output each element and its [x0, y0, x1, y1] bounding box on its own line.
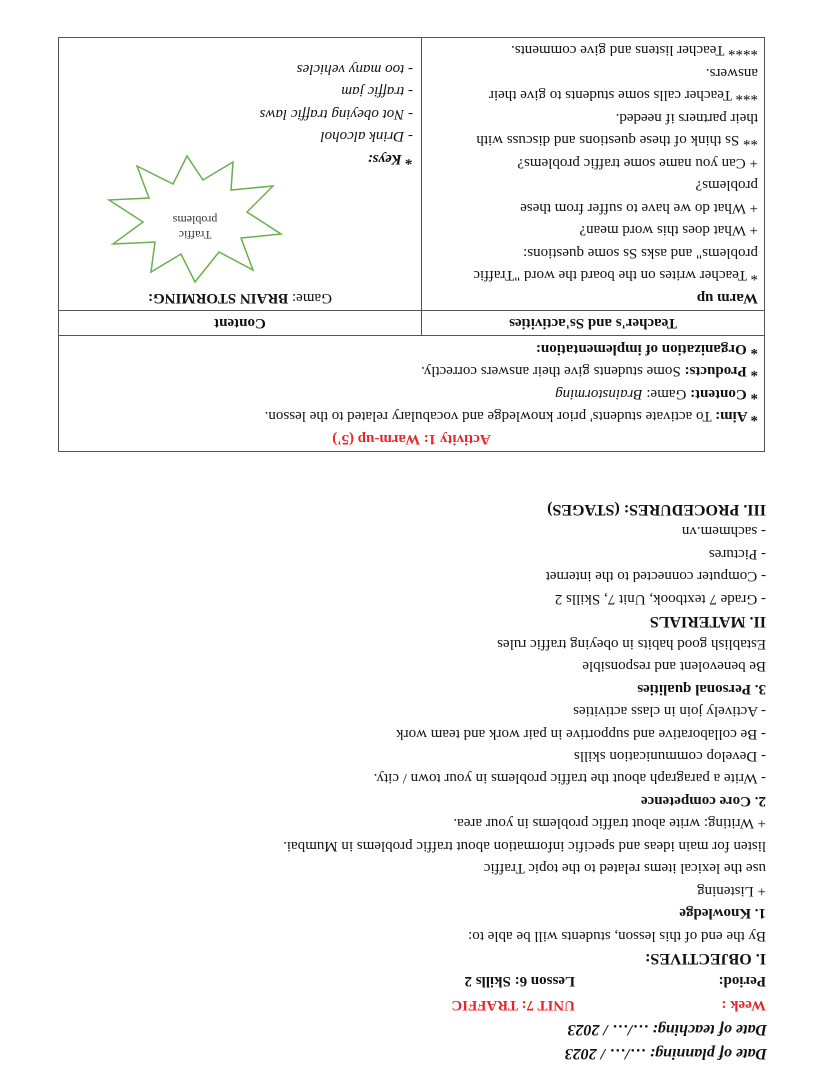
activity-title — [65, 428, 758, 451]
content-text: Game: — [642, 386, 691, 402]
personal-item: Be benevolent and responsible — [582, 658, 766, 674]
materials-item: - Pictures — [708, 546, 766, 562]
teacher-line: + Can you name some traffic problems? — [517, 155, 758, 171]
key-item: - Drink alcohol — [320, 128, 413, 145]
objectives-heading: I. OBJECTIVES: — [645, 950, 766, 967]
teacher-line: **** Teacher listens and give comments. — [511, 42, 758, 59]
starburst-label-line1: Traffic — [178, 228, 212, 243]
teacher-line: * Teacher writes on the board the word "Traffic — [473, 267, 758, 284]
aim-text: To activate students' prior knowledge and vocabulary related to the lesson. — [264, 408, 716, 425]
date-of-planning: Date of planning: …/… / 2023 — [564, 1045, 767, 1062]
teacher-line: answers. — [705, 65, 758, 81]
core-item: - Write a paragraph about the traffic problems in your town / city. — [373, 770, 766, 786]
knowledge-item: use the lexical items related to the topic Traffic — [483, 860, 766, 876]
materials-item: - Grade 7 textbook, Unit 7, Skills 2 — [554, 591, 766, 607]
teacher-line: their partners if needed. — [615, 110, 758, 126]
game-name: BRAIN STORMING: — [148, 290, 289, 306]
key-item: - Not obeying traffic laws — [259, 106, 413, 122]
content-cell — [59, 38, 422, 311]
warmup-label: Warm up — [696, 290, 758, 306]
procedures-heading: III. PROCEDURES: (STAGES) — [547, 501, 766, 518]
aim-line — [65, 405, 758, 428]
game-prefix: Game: — [288, 290, 332, 306]
products-label: * Products: — [684, 363, 758, 380]
objectives-intro: By the end of this lesson, students will be able to: — [468, 928, 766, 944]
core-item: - Actively join in class activities — [573, 703, 766, 719]
teacher-line: problems? — [695, 177, 758, 194]
materials-heading: II. MATERIALS — [649, 613, 766, 630]
key-item: - too many vehicles — [296, 61, 413, 77]
personal-item: Establish good habits in obeying traffic rules — [497, 636, 766, 652]
teacher-line: ** Ss think of these questions and discuss with — [476, 132, 758, 149]
core-competence-heading: 2. Core competence — [640, 793, 766, 809]
starburst-label — [105, 213, 285, 243]
materials-item: - Computer connected to the internet — [545, 568, 766, 584]
products-line — [65, 360, 758, 383]
aim-label: * Aim: — [715, 408, 758, 425]
core-item: - Be collaborative and supportive in pair work and team work — [396, 726, 766, 742]
starburst-label-line2: problems — [172, 213, 218, 228]
content-game-name: Brainstorming — [555, 386, 643, 402]
materials-item: - sachmem.vn — [681, 523, 766, 539]
teacher-line: problems" and asks Ss some questions: — [523, 245, 758, 261]
activity-table — [58, 37, 765, 452]
personal-qualities-heading: 3. Personal qualities — [637, 681, 766, 697]
teacher-line: + What does this word mean? — [579, 222, 758, 239]
activity-title-text: Activity 1: Warm-up (5') — [332, 431, 491, 447]
date-of-teaching: Date of teaching: …/… / 2023 — [567, 1021, 767, 1038]
knowledge-heading: 1. Knowledge — [679, 905, 766, 921]
knowledge-item: + Writing: write about traffic problems in your area. — [453, 815, 766, 831]
teacher-activities-cell — [422, 38, 765, 311]
knowledge-item: + Listening — [697, 883, 766, 899]
keys-label: * Keys: — [367, 151, 413, 167]
lesson-title: Lesson 6: Skills 2 — [464, 973, 575, 989]
keys-list — [260, 58, 413, 171]
teacher-line: + What do we have to suffer from these — [520, 200, 758, 216]
teacher-line: *** Teacher calls some students to give their — [488, 87, 758, 104]
knowledge-item: listen for main ideas and specific information about traffic problems in Mumbai. — [283, 838, 766, 854]
products-text: Some students give their answers correctly. — [420, 363, 685, 380]
unit-title: UNIT 7: TRAFFIC — [451, 997, 575, 1013]
game-line — [65, 287, 415, 310]
content-line — [65, 383, 758, 406]
table-header-content: Content — [59, 311, 422, 337]
key-item: - traffic jam — [341, 83, 413, 100]
week-label: Week : — [721, 997, 766, 1013]
period-label: Period: — [718, 973, 766, 989]
core-item: - Develop communication skills — [573, 748, 766, 764]
table-header-activities: Teacher's and Ss'activities — [422, 311, 765, 337]
organization-label: * Organization of implementation: — [535, 341, 758, 357]
starburst-diagram — [105, 155, 285, 285]
content-label: * Content: — [690, 386, 758, 402]
